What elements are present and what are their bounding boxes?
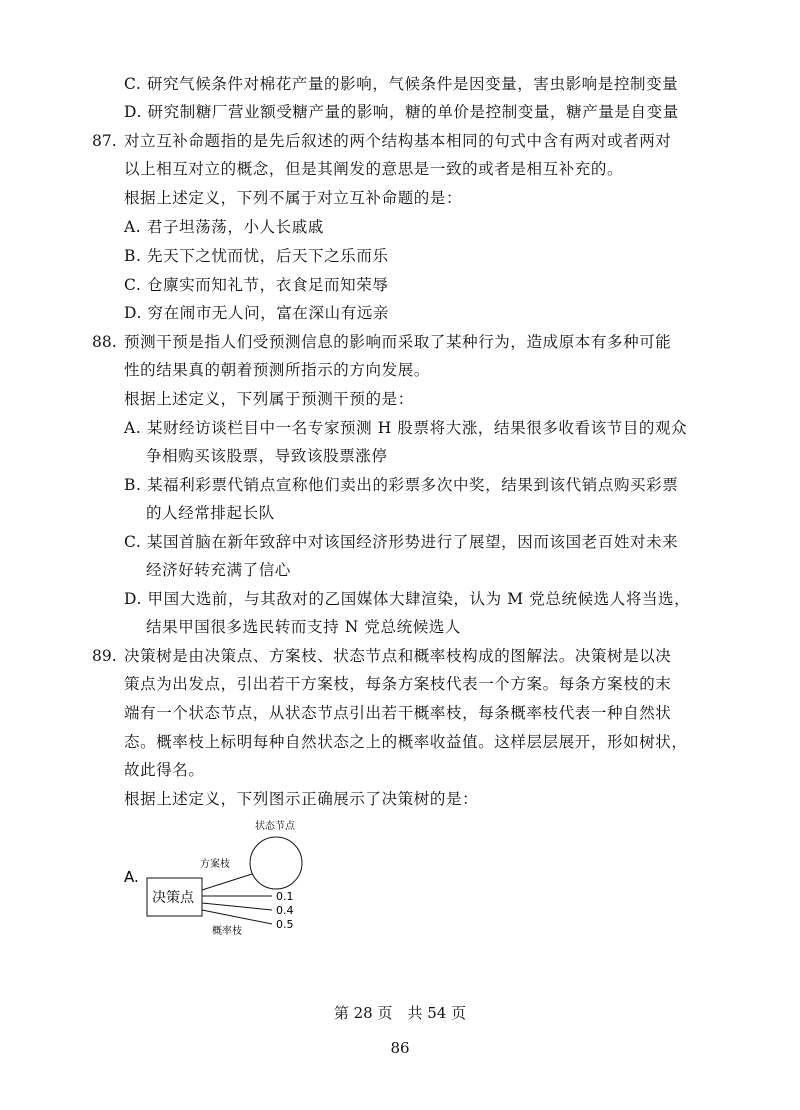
q87-option-b: B. 先天下之忧而忧，后天下之乐而乐 (124, 247, 389, 265)
state-node-circle (250, 837, 302, 889)
q89-stem-line4: 态。概率枝上标明每种自然状态之上的概率收益值。这样层层展开，形如树状， (124, 733, 688, 751)
probability-value-3: 0.5 (276, 918, 294, 931)
decision-point-label: 决策点 (152, 890, 194, 906)
state-node-label: 状态节点 (255, 821, 295, 832)
q89-prompt: 根据上述定义，下列图示正确展示了决策树的是： (124, 790, 479, 808)
page-number: 86 (390, 1039, 410, 1057)
q88-option-a-line1: A. 某财经访谈栏目中一名专家预测 H 股票将大涨，结果很多收看该节目的观众 (124, 419, 688, 437)
q87-stem-line2: 以上相互对立的概念，但是其阐发的意思是一致的或者是相互补充的。 (124, 160, 624, 178)
q88-option-b-line2: 的人经常排起长队 (146, 504, 275, 522)
q86-option-c: C. 研究气候条件对棉花产量的影响，气候条件是因变量，害虫影响是控制变量 (124, 75, 679, 93)
probability-branch-2 (202, 903, 272, 910)
q87-option-d: D. 穷在闹市无人问，富在深山有远亲 (124, 304, 390, 322)
probability-value-1: 0.1 (276, 890, 294, 903)
q87-stem-line1: 对立互补命题指的是先后叙述的两个结构基本相同的句式中含有两对或者两对 (124, 132, 672, 150)
q88-option-c-line2: 经济好转充满了信心 (146, 561, 291, 579)
q88-option-a-line2: 争相购买该股票，导致该股票涨停 (146, 447, 388, 465)
q88-number: 88. (92, 333, 117, 351)
q88-stem-line2: 性的结果真的朝着预测所指示的方向发展。 (124, 361, 430, 379)
probability-branch-label: 概率枝 (212, 926, 242, 937)
scheme-branch-line (202, 874, 252, 890)
q87-prompt: 根据上述定义，下列不属于对立互补命题的是： (124, 189, 463, 207)
q88-option-d-line2: 结果甲国很多选民转而支持 N 党总统候选人 (146, 618, 462, 636)
q87-option-c: C. 仓廪实而知礼节，衣食足而知荣辱 (124, 276, 389, 294)
q88-option-b-line1: B. 某福利彩票代销点宣称他们卖出的彩票多次中奖，结果到该代销点购买彩票 (124, 476, 679, 494)
q88-option-d-line1: D. 甲国大选前，与其敌对的乙国媒体大肆渲染，认为 M 党总统候选人将当选， (124, 590, 691, 608)
q89-stem-line1: 决策树是由决策点、方案枝、状态节点和概率枝构成的图解法。决策树是以决 (124, 647, 672, 665)
q89-stem-line3: 端有一个状态节点，从状态节点引出若干概率枝，每条概率枝代表一种自然状 (124, 704, 672, 722)
probability-branch-3 (202, 910, 272, 924)
probability-value-2: 0.4 (276, 904, 294, 917)
q87-option-a: A. 君子坦荡荡，小人长戚戚 (124, 218, 324, 236)
q89-stem-line2: 策点为出发点，引出若干方案枝，每条方案枝代表一个方案。每条方案枝的末 (124, 675, 672, 693)
scheme-branch-label: 方案枝 (200, 859, 230, 870)
q87-number: 87. (92, 132, 117, 150)
q89-stem-line5: 故此得名。 (124, 761, 205, 779)
q88-stem-line1: 预测干预是指人们受预测信息的影响而采取了某种行为，造成原本有多种可能 (124, 333, 672, 351)
q86-option-d: D. 研究制糖厂营业额受糖产量的影响，糖的单价是控制变量，糖产量是自变量 (124, 103, 679, 121)
option-a-label: A. (124, 868, 139, 886)
page-info: 第 28 页 共 54 页 (333, 1004, 467, 1022)
q88-option-c-line1: C. 某国首脑在新年致辞中对该国经济形势进行了展望，因而该国老百姓对未来 (124, 533, 679, 551)
q88-prompt: 根据上述定义，下列属于预测干预的是： (124, 390, 414, 408)
q89-number: 89. (92, 647, 117, 665)
